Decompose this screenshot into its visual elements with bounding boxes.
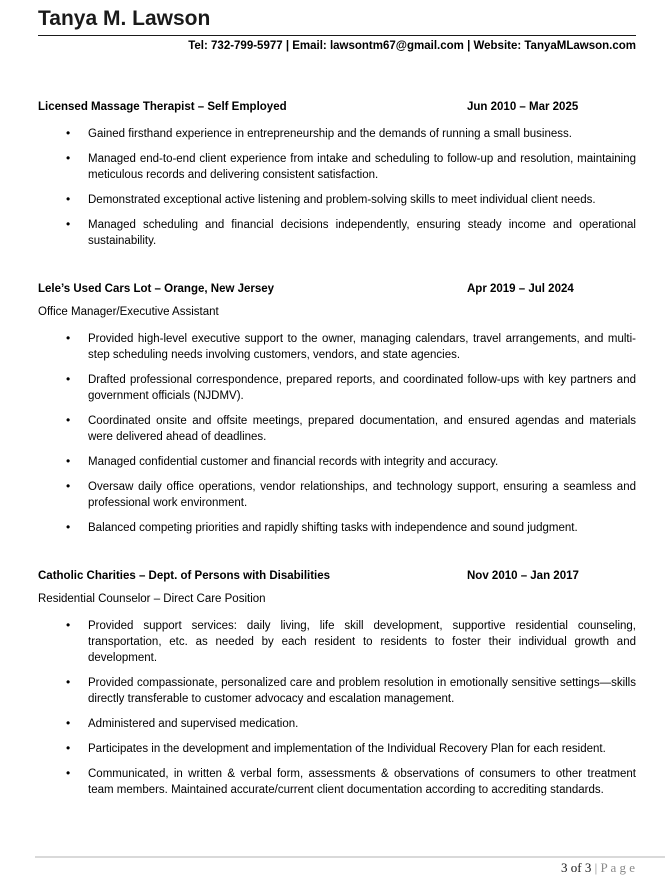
job-header	[38, 282, 636, 296]
job-title: Catholic Charities – Dept. of Persons with Disabilities	[38, 570, 331, 582]
job-dates: Jun 2010 – Mar 2025	[467, 101, 579, 113]
header-divider	[38, 35, 636, 36]
bullet-item: • Communicated, in written & verbal form, assessments & observations of consumers to other treatment team members. Maintained accurate/current client documentation according to accrediting standards.	[88, 766, 636, 798]
bullet-item: • Provided high-level executive support to the owner, managing calendars, travel arrangements, and multi-step scheduling needs involving customers, vendors, and state agencies.	[88, 331, 636, 363]
bullet-item: • Provided compassionate, personalized care and problem resolution in emotionally sensitive settings—skills directly transferable to customer advocacy and escalation management.	[88, 675, 636, 707]
page-footer	[35, 856, 665, 876]
bullet-item: • Participates in the development and implementation of the Individual Recovery Plan for each resident.	[88, 741, 636, 757]
job-dates: Apr 2019 – Jul 2024	[467, 283, 574, 295]
section-catholic-charities	[38, 569, 636, 798]
bullet-item: • Oversaw daily office operations, vendor relationships, and technology support, ensuring a seamless and professional work environment.	[88, 479, 636, 511]
job-header	[38, 100, 636, 114]
resume-header	[38, 6, 636, 54]
bullet-item: • Provided support services: daily living, life skill development, supportive residential counseling, transportation, etc. as needed by each resident to residents to foster their individual growth and development.	[88, 618, 636, 666]
bullet-item: • Administered and supervised medication.	[88, 716, 636, 732]
section-used-cars-lot	[38, 282, 636, 536]
job-subtitle: Residential Counselor – Direct Care Position	[38, 593, 266, 605]
bullet-item: • Managed confidential customer and financial records with integrity and accuracy.	[88, 454, 636, 470]
job-title: Lele’s Used Cars Lot – Orange, New Jersey	[38, 283, 275, 295]
job-dates: Nov 2010 – Jan 2017	[467, 570, 579, 582]
bullet-item: • Balanced competing priorities and rapidly shifting tasks with independence and sound judgment.	[88, 520, 636, 536]
footer-text	[35, 859, 665, 876]
page-number: 3 of 3	[561, 860, 592, 875]
bullet-list	[38, 618, 636, 798]
page-title: Tanya M. Lawson	[38, 7, 211, 30]
bullet-item: • Demonstrated exceptional active listening and problem-solving skills to meet individual client needs.	[88, 192, 636, 208]
contact-line: Tel: 732-799-5977 | Email: lawsontm67@gmail.com | Website: TanyaMLawson.com	[188, 40, 636, 52]
bullet-list	[38, 126, 636, 249]
bullet-item: • Gained firsthand experience in entrepreneurship and the demands of running a small business.	[88, 126, 636, 142]
bullet-list	[38, 331, 636, 536]
page-label: | P a g e	[594, 860, 635, 875]
bullet-item: • Coordinated onsite and offsite meetings, prepared documentation, and ensured agendas and materials were delivered ahead of deadlines.	[88, 413, 636, 445]
footer-divider	[35, 856, 665, 858]
section-massage-therapist	[38, 100, 636, 249]
job-title: Licensed Massage Therapist – Self Employed	[38, 101, 287, 113]
job-subtitle: Office Manager/Executive Assistant	[38, 306, 219, 318]
bullet-item: • Managed end-to-end client experience from intake and scheduling to follow-up and resolution, maintaining meticulous records and delivering consistent satisfaction.	[88, 151, 636, 183]
bullet-item: • Managed scheduling and financial decisions independently, ensuring steady income and operational sustainability.	[88, 217, 636, 249]
bullet-item: • Drafted professional correspondence, prepared reports, and coordinated follow-ups with key partners and government officials (NJDMV).	[88, 372, 636, 404]
job-header	[38, 569, 636, 583]
